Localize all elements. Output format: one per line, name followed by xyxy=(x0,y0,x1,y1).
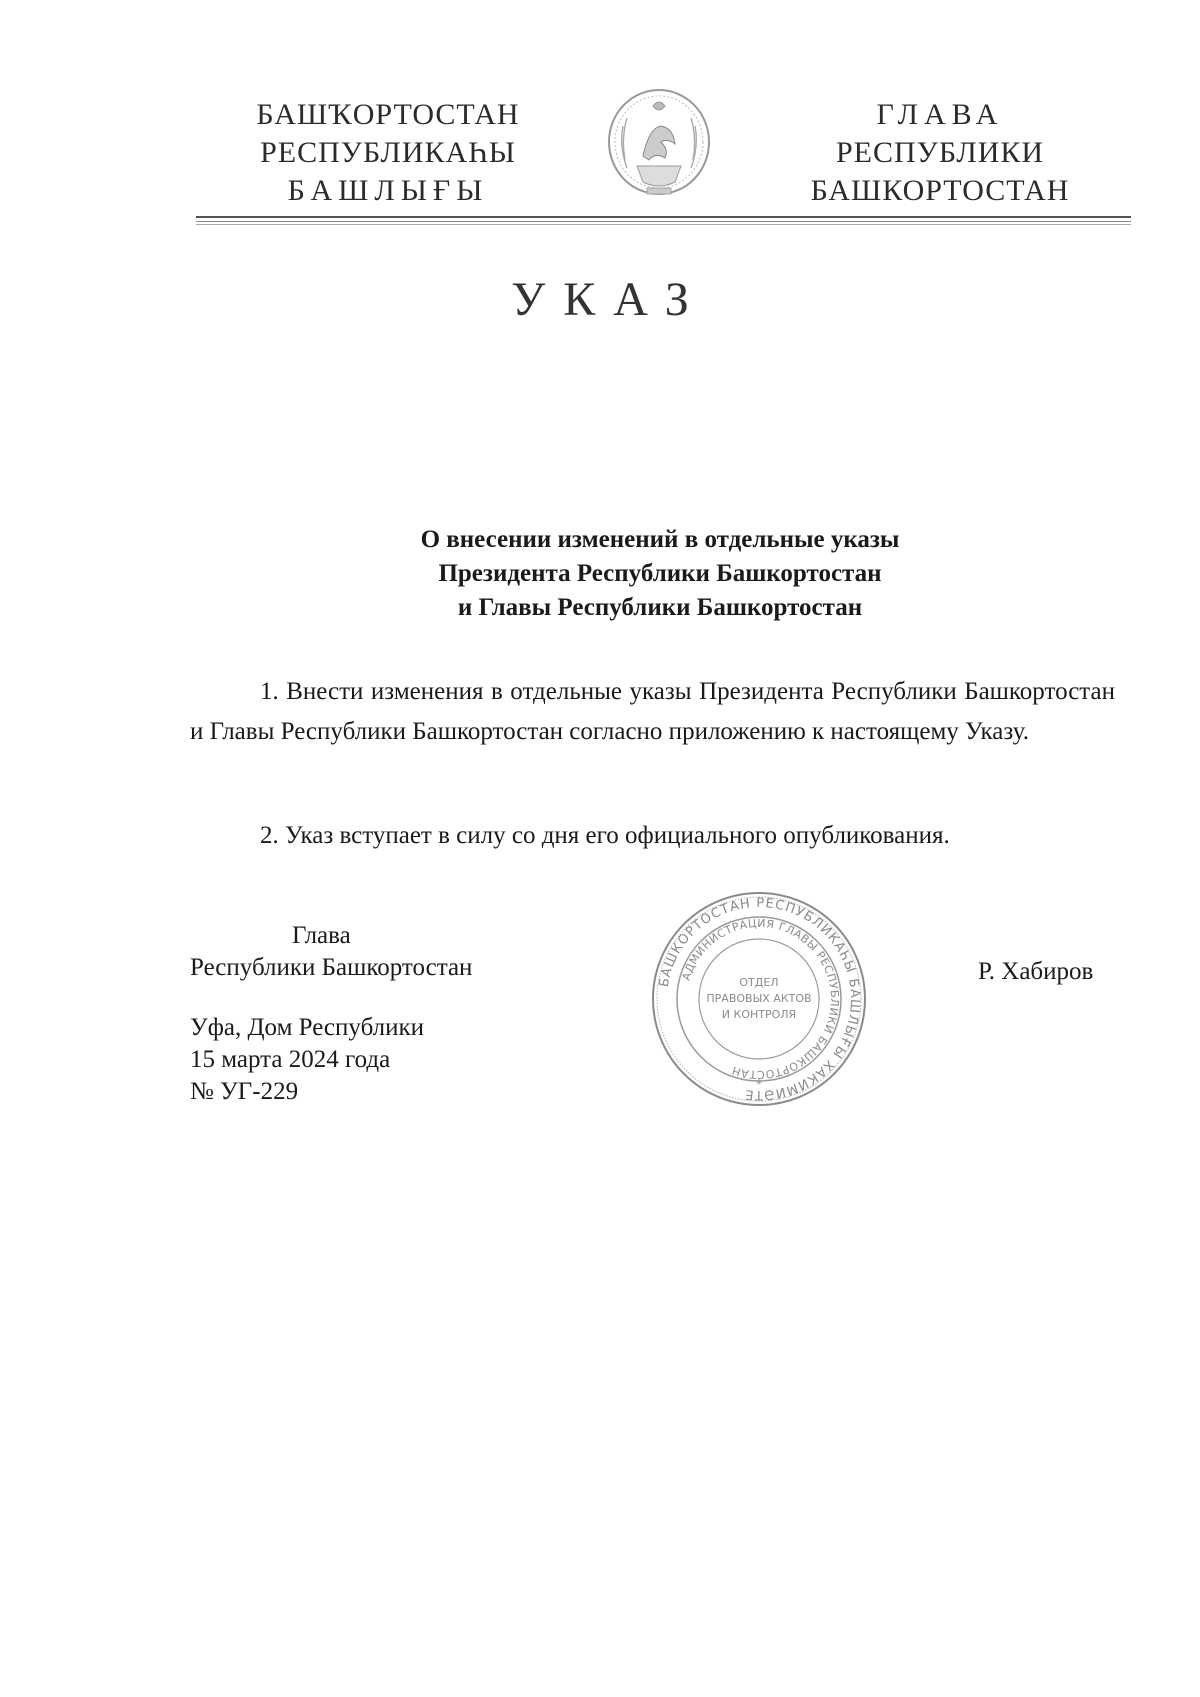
title-line-2: Президента Республики Башкортостан xyxy=(438,560,882,587)
header-left-line-1: БАШҠОРТОСТАН xyxy=(256,98,520,131)
stamp-inner-text: АДМИНИСТРАЦИЯ ГЛАВЫ РЕСПУБЛИКИ БАШКОРТОСТАН xyxy=(679,916,842,1082)
header-right-line-2: РЕСПУБЛИКИ xyxy=(835,136,1045,169)
stamp-seal xyxy=(648,888,870,1110)
signer-name: Р. Хабиров xyxy=(978,958,1094,985)
place: Уфа, Дом Республики xyxy=(190,1014,425,1041)
stamp-outer-text: БАШКОРТОСТАН РЕСПУБЛИКАҺЫ БАШЛЫҒЫ ХАКИМИӘТЕ xyxy=(656,895,863,1103)
paragraph-1-text: 1. Внести изменения в отдельные указы Президента Республики Башкортостан и Главы Республики Башкортостан согласно приложению к настоящему Указу. xyxy=(190,678,1115,745)
document-title xyxy=(300,523,1020,625)
document-type: УКАЗ xyxy=(511,273,707,326)
stamp-star-icon: * xyxy=(756,1077,762,1091)
signature-position xyxy=(190,920,472,984)
emblem-icon xyxy=(603,86,715,204)
header-right-line-3: БАШКОРТОСТАН xyxy=(810,174,1070,207)
position-line-1: Глава xyxy=(292,922,351,949)
header-left-line-3: БАШЛЫҒЫ xyxy=(287,174,489,207)
place-date-block xyxy=(190,1012,424,1108)
paragraph-1 xyxy=(190,672,1115,752)
title-line-1: О внесении изменений в отдельные указы xyxy=(420,526,900,553)
title-line-3: и Главы Республики Башкортостан xyxy=(457,594,863,621)
paragraph-2 xyxy=(190,816,1115,856)
stamp-center-line-3: И КОНТРОЛЯ xyxy=(721,1008,797,1021)
position-line-2: Республики Башкортостан xyxy=(190,954,473,981)
date: 15 марта 2024 года xyxy=(190,1046,391,1073)
paragraph-2-text: 2. Указ вступает в силу со дня его официального опубликования. xyxy=(260,822,950,849)
header-left xyxy=(228,96,548,210)
header-left-line-2: РЕСПУБЛИКАҺЫ xyxy=(260,136,516,169)
stamp-center-line-2: ПРАВОВЫХ АКТОВ xyxy=(706,992,812,1005)
document-type-wrap xyxy=(0,272,1200,327)
header-right-line-1: ГЛАВА xyxy=(876,98,1004,131)
stamp-center-line-1: ОТДЕЛ xyxy=(739,976,779,989)
document-number: № УГ-229 xyxy=(190,1078,299,1105)
header-right xyxy=(790,96,1090,210)
